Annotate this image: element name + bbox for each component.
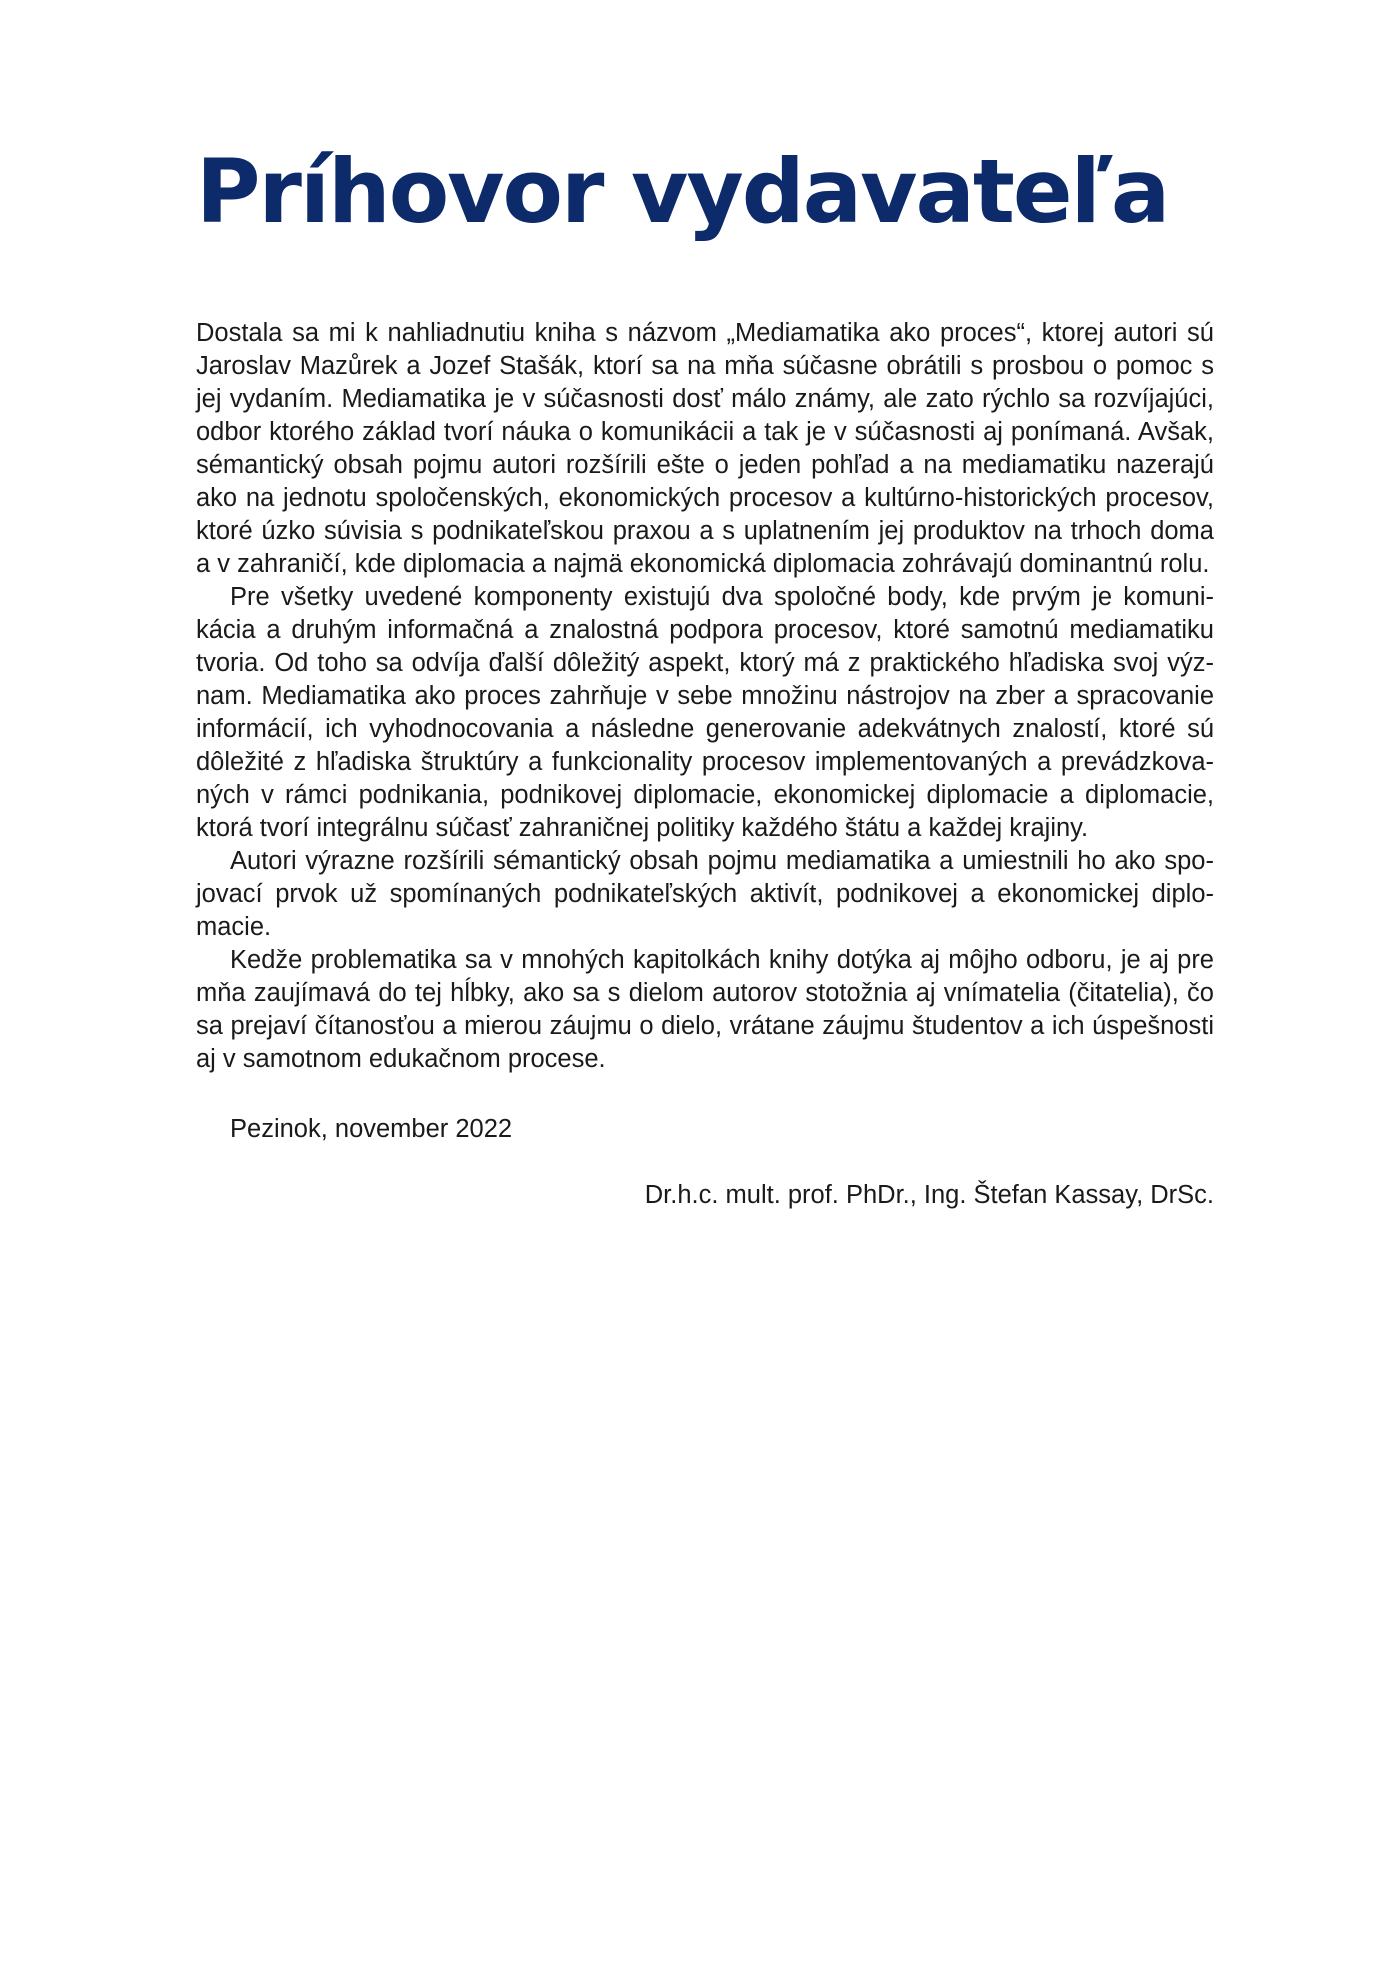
body-text xyxy=(196,317,1214,1076)
page-title: Príhovor vydavateľa xyxy=(196,140,1169,243)
paragraph-4: Kedže problematika sa v mnohých kapitolkách knihy dotýka aj môjho odboru, je aj pre mňa zaujímavá do tej hĺbky, ako sa s dielom autorov stotožnia aj vnímatelia (čitatelia), čo sa prejaví čítanosťou a mierou záujmu o dielo, vrátane záujmu študentov a ich úspešnosti aj v samotnom edukačnom procese. xyxy=(196,946,1214,1073)
paragraph-2: Pre všetky uvedené komponenty existujú dva spoločné body, kde prvým je komunikácia a druhým informačná a znalostná podpora procesov, ktoré samotnú mediamatiku tvoria. Od toho sa odvíja ďalší dôležitý aspekt, ktorý má z praktického hľadiska svoj význam. Mediamatika ako proces zahrňuje v sebe množinu nástrojov na zber a spracovanie informácií, ich vyhodnocovania a následne generovanie adekvátnych znalostí, ktoré sú dôležité z hľadiska štruktúry a funkcionality procesov implementovaných a prevádzkovaných v rámci podnikania, podnikovej diplomacie, ekonomickej diplomacie a diplomacie, ktorá tvorí integrálnu súčasť zahraničnej politiky každého štátu a každej krajiny. xyxy=(196,583,1214,842)
paragraph-1: Dostala sa mi k nahliadnutiu kniha s názvom „Mediamatika ako proces“, ktorej autori sú Jaroslav Mazůrek a Jozef Stašák, ktorí sa na mňa súčasne obrátili s prosbou o pomoc s jej vydaním. Mediamatika je v súčasnosti dosť málo známy, ale zato rýchlo sa rozvíjajúci, odbor ktorého základ tvorí náuka o komunikácii a tak je v súčasnosti aj ponímaná. Avšak, sémantický obsah pojmu autori rozšírili ešte o jeden pohľad a na mediamatiku nazerajú ako na jednotu spoločenských, ekonomických procesov a kultúrno-historických procesov, ktoré úzko súvisia s podnikateľskou praxou a s uplatnením jej produktov na trhoch doma a v zahraničí, kde diplomacia a najmä ekonomická diplomacia zohrávajú dominantnú rolu. xyxy=(196,319,1214,578)
paragraph-3: Autori výrazne rozšírili sémantický obsah pojmu mediamatika a umiestnili ho ako spojovací prvok už spomínaných podnikateľských aktivít, podnikovej a ekonomickej diplomacie. xyxy=(196,847,1214,941)
place-date: Pezinok, november 2022 xyxy=(230,1115,513,1143)
signature: Dr.h.c. mult. prof. PhDr., Ing. Štefan Kassay, DrSc. xyxy=(644,1181,1214,1209)
